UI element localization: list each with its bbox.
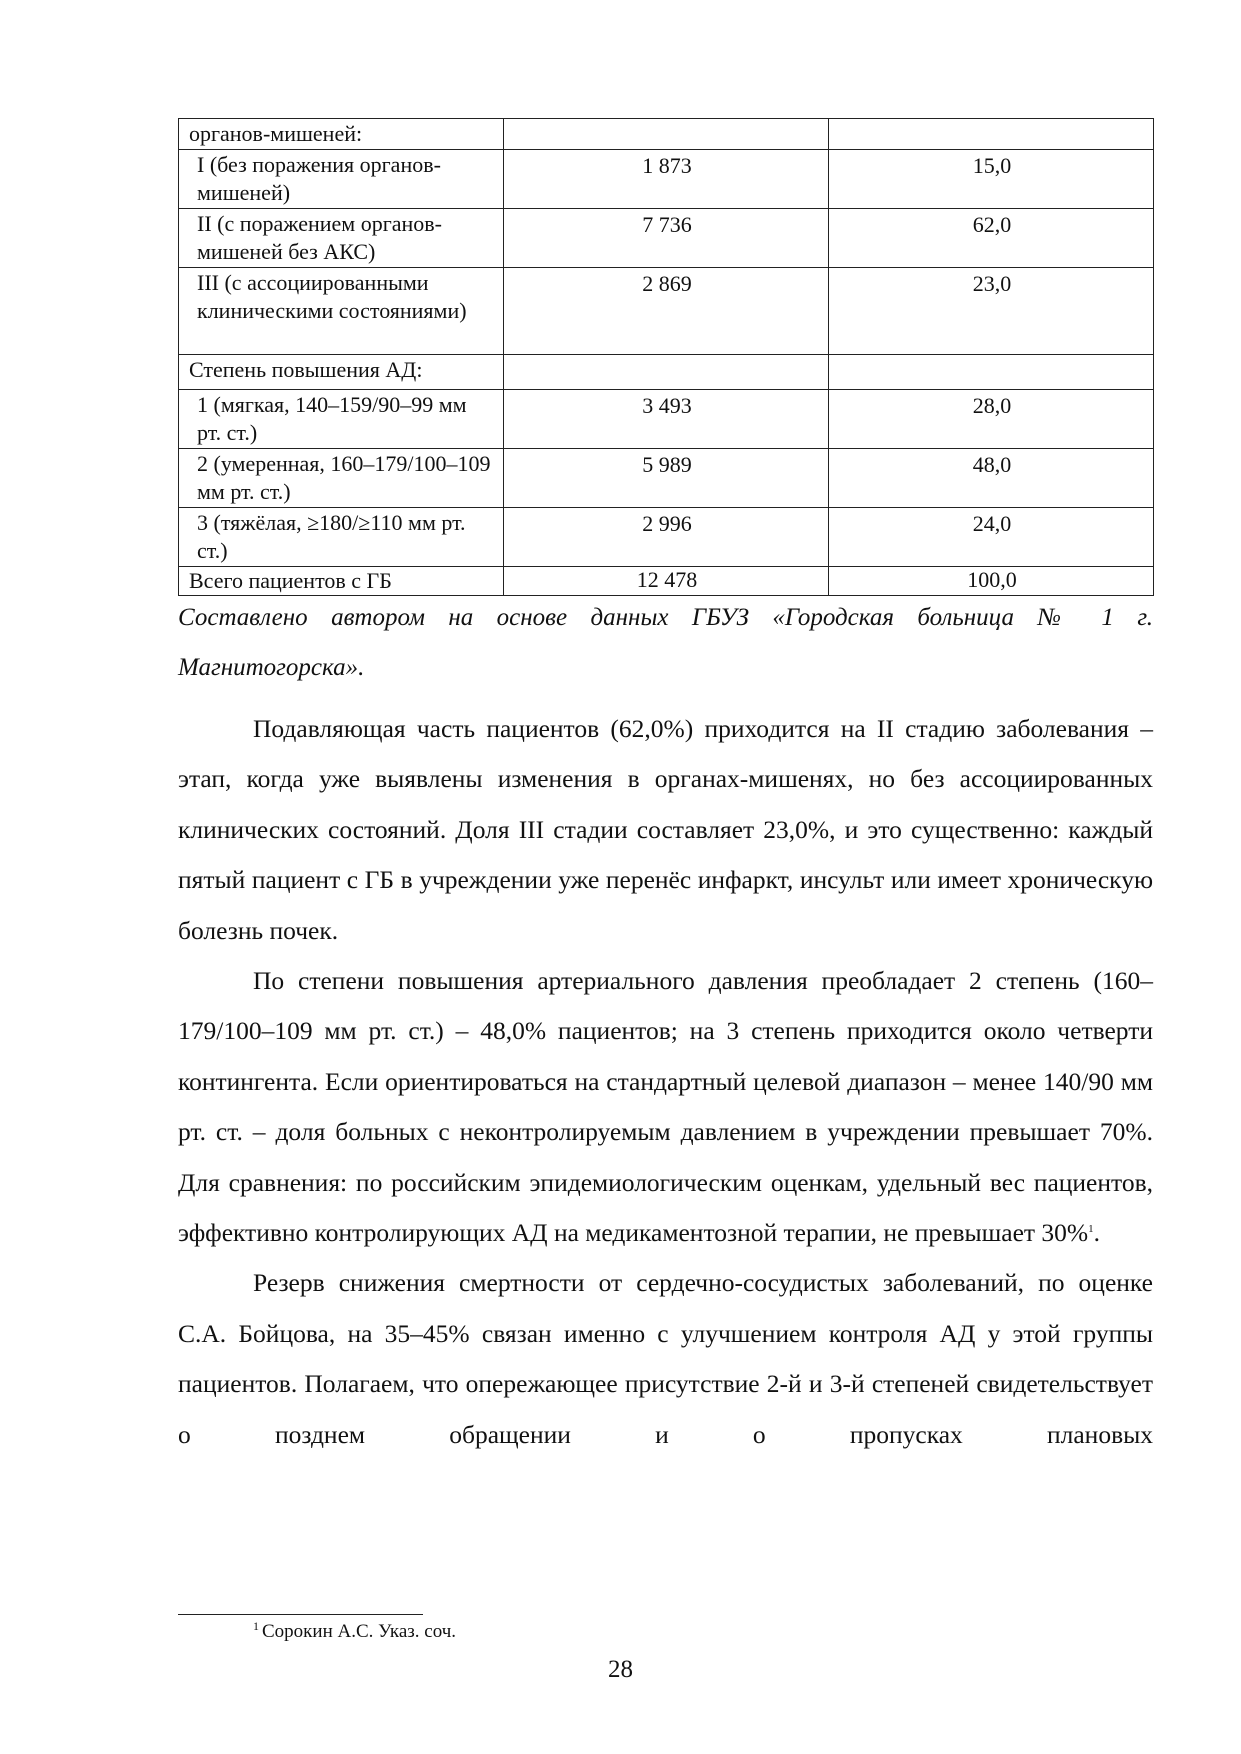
body-text	[178, 704, 1153, 1460]
table-caption: Составлено автором на основе данных ГБУЗ «Городская больница № 1 г. Магнитогорска».	[178, 604, 1153, 681]
footnote-separator	[178, 1614, 423, 1615]
row-count: 2 869	[504, 268, 829, 355]
table-row	[179, 508, 1154, 567]
row-percent: 24,0	[829, 508, 1154, 567]
paragraph-text: По степени повышения артериального давления преобладает 2 степень (160–179/100–109 мм рт. ст.) – 48,0% пациентов; на 3 степень приходится около четверти контингента. Если ориентироваться на стандартный целевой диапазон – менее 140/90 мм рт. ст. – доля больных с неконтролируемым давлением в учреждении превышает 70%. Для сравнения: по российским эпидемиологическим оценкам, удельный вес пациентов, эффективно контролирующих АД на медикаментозной терапии, не превышает 30%	[178, 966, 1153, 1248]
row-label: II (с поражением органов-мишеней без АКС)	[179, 209, 504, 268]
row-count: 2 996	[504, 508, 829, 567]
paragraph-end: .	[1093, 1218, 1101, 1248]
paragraph: Резерв снижения смертности от сердечно-сосудистых заболеваний, по оценке С.А. Бойцова, на 35–45% связан именно с улучшением контроля АД у этой группы пациентов. Полагаем, что опережающее присутствие 2-й и 3-й степеней свидетельствует о позднем обращении и о пропусках плановых	[178, 1268, 1153, 1449]
table-row	[179, 268, 1154, 355]
table-row-total	[179, 567, 1154, 596]
row-label: 3 (тяжёлая, ≥180/≥110 мм рт. ст.)	[179, 508, 504, 567]
paragraph	[178, 956, 1153, 1258]
row-label: 2 (умеренная, 160–179/100–109 мм рт. ст.)	[179, 449, 504, 508]
table-row	[179, 119, 1154, 150]
footnote-reference[interactable]: 1	[1088, 1223, 1094, 1236]
row-count	[504, 355, 829, 390]
row-count: 12 478	[504, 567, 829, 596]
table-row	[179, 150, 1154, 209]
row-percent: 15,0	[829, 150, 1154, 209]
row-label: III (с ассоциированными клиническими состояниями)	[179, 268, 504, 355]
table-row	[179, 355, 1154, 390]
row-count: 7 736	[504, 209, 829, 268]
data-table	[178, 118, 1154, 596]
row-label: 1 (мягкая, 140–159/90–99 мм рт. ст.)	[179, 390, 504, 449]
paragraph: Подавляющая часть пациентов (62,0%) приходится на II стадию заболевания – этап, когда уже выявлены изменения в органах-мишенях, но без ассоциированных клинических состояний. Доля III стадии составляет 23,0%, и это существенно: каждый пятый пациент с ГБ в учреждении уже перенёс инфаркт, инсульт или имеет хроническую болезнь почек.	[178, 714, 1153, 945]
row-percent: 62,0	[829, 209, 1154, 268]
row-label: I (без поражения органов-мишеней)	[179, 150, 504, 209]
page-number: 28	[608, 1656, 633, 1683]
row-percent: 23,0	[829, 268, 1154, 355]
table-row	[179, 390, 1154, 449]
row-percent: 100,0	[829, 567, 1154, 596]
table-row	[179, 449, 1154, 508]
footnote	[253, 1620, 456, 1644]
footnote-text: Сорокин А.С. Указ. соч.	[262, 1621, 457, 1642]
row-count: 5 989	[504, 449, 829, 508]
row-percent	[829, 119, 1154, 150]
row-percent: 48,0	[829, 449, 1154, 508]
row-label: Всего пациентов с ГБ	[179, 567, 504, 596]
row-count	[504, 119, 829, 150]
row-count: 1 873	[504, 150, 829, 209]
row-percent	[829, 355, 1154, 390]
row-label: органов-мишеней:	[179, 119, 504, 150]
footnote-mark: 1	[253, 1619, 259, 1633]
table-row	[179, 209, 1154, 268]
row-percent: 28,0	[829, 390, 1154, 449]
row-count: 3 493	[504, 390, 829, 449]
row-label: Степень повышения АД:	[179, 355, 504, 390]
table-body	[179, 119, 1154, 596]
